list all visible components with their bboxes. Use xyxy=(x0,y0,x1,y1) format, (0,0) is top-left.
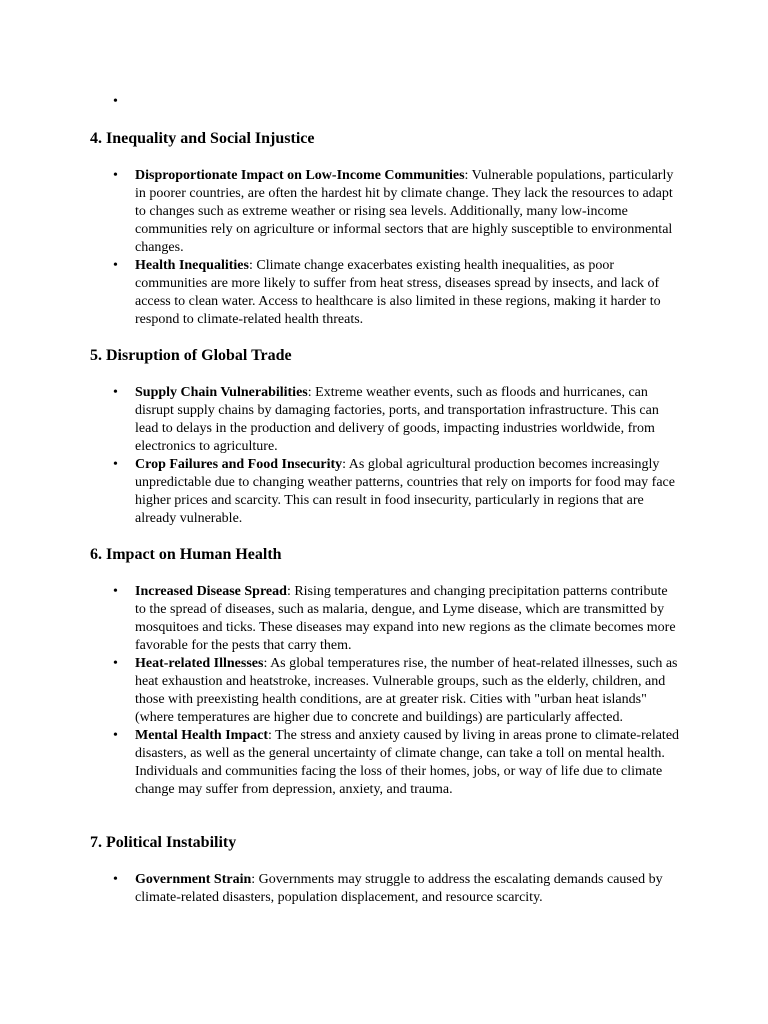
section-heading: 4. Inequality and Social Injustice xyxy=(90,130,315,147)
empty-bullet: • xyxy=(113,94,118,109)
item-text: : Climate change exacerbates existing health inequalities, as poor communities are more likely to suffer from heat stress, diseases spread by insects, and lack of access to clean water. Access to healthcare is also limited in these regions, making it harder to respond to climate-related health threats. xyxy=(135,258,661,327)
item-text: : Governments may struggle to address the escalating demands caused by climate-related disasters, population displacement, and resource scarcity. xyxy=(135,872,663,905)
list-item xyxy=(90,583,680,655)
item-term: Heat-related Illnesses xyxy=(135,656,264,671)
section-political-instability xyxy=(90,833,690,907)
list-item xyxy=(90,727,680,799)
item-term: Disproportionate Impact on Low-Income Communities xyxy=(135,168,465,183)
list-item xyxy=(90,871,680,907)
item-term: Supply Chain Vulnerabilities xyxy=(135,385,308,400)
item-term: Increased Disease Spread xyxy=(135,584,287,599)
bullet-icon: • xyxy=(113,728,118,743)
section-heading: 7. Political Instability xyxy=(90,834,237,851)
item-text: : The stress and anxiety caused by living in areas prone to climate-related disasters, as well as the general uncertainty of climate change, can take a toll on mental health. Individuals and communities facing the loss of their homes, jobs, or way of life due to climate change may suffer from depression, anxiety, and trauma. xyxy=(135,728,680,797)
section-heading: 6. Impact on Human Health xyxy=(90,546,282,563)
section-inequality xyxy=(90,129,690,329)
bullet-list xyxy=(90,871,690,907)
bullet-icon: • xyxy=(113,656,118,671)
bullet-list xyxy=(90,384,690,528)
section-human-health xyxy=(90,545,690,799)
bullet-icon: • xyxy=(113,872,118,887)
bullet-icon: • xyxy=(113,385,118,400)
item-term: Crop Failures and Food Insecurity xyxy=(135,457,343,472)
bullet-icon: • xyxy=(113,168,118,183)
bullet-list xyxy=(90,583,690,799)
item-text: : Rising temperatures and changing precipitation patterns contribute to the spread of diseases, such as malaria, dengue, and Lyme disease, which are transmitted by mosquitoes and ticks. These diseases may expand into new regions as the climate becomes more favorable for the pests that carry them. xyxy=(135,584,676,653)
list-item xyxy=(90,257,680,329)
list-item xyxy=(90,167,680,257)
item-text: : Vulnerable populations, particularly in poorer countries, are often the hardest hit by climate change. They lack the resources to adapt to changes such as extreme weather or rising sea levels. Additionally, many low-income communities rely on agriculture or informal sectors that are highly susceptible to environmental changes. xyxy=(135,168,674,255)
section-heading: 5. Disruption of Global Trade xyxy=(90,347,292,364)
item-term: Government Strain xyxy=(135,872,252,887)
section-global-trade xyxy=(90,346,690,528)
item-text: : As global agricultural production becomes increasingly unpredictable due to changing weather patterns, countries that rely on imports for food may face higher prices and scarcity. This can result in food insecurity, particularly in regions that are already vulnerable. xyxy=(135,457,675,526)
item-term: Mental Health Impact xyxy=(135,728,268,743)
item-text: : Extreme weather events, such as floods and hurricanes, can disrupt supply chains by damaging factories, ports, and transportation infrastructure. This can lead to delays in the production and delivery of goods, impacting industries worldwide, from electronics to agriculture. xyxy=(135,385,659,454)
bullet-icon: • xyxy=(113,258,118,273)
bullet-icon: • xyxy=(113,584,118,599)
list-item xyxy=(90,456,680,528)
bullet-list xyxy=(90,167,690,329)
item-text: : As global temperatures rise, the number of heat-related illnesses, such as heat exhaustion and heatstroke, increases. Vulnerable groups, such as the elderly, children, and those with preexisting health conditions, are at greater risk. Cities with "urban heat islands" (where temperatures are higher due to concrete and buildings) are particularly affected. xyxy=(135,656,678,725)
list-item xyxy=(90,384,680,456)
bullet-icon: • xyxy=(113,457,118,472)
list-item xyxy=(90,655,680,727)
item-term: Health Inequalities xyxy=(135,258,249,273)
